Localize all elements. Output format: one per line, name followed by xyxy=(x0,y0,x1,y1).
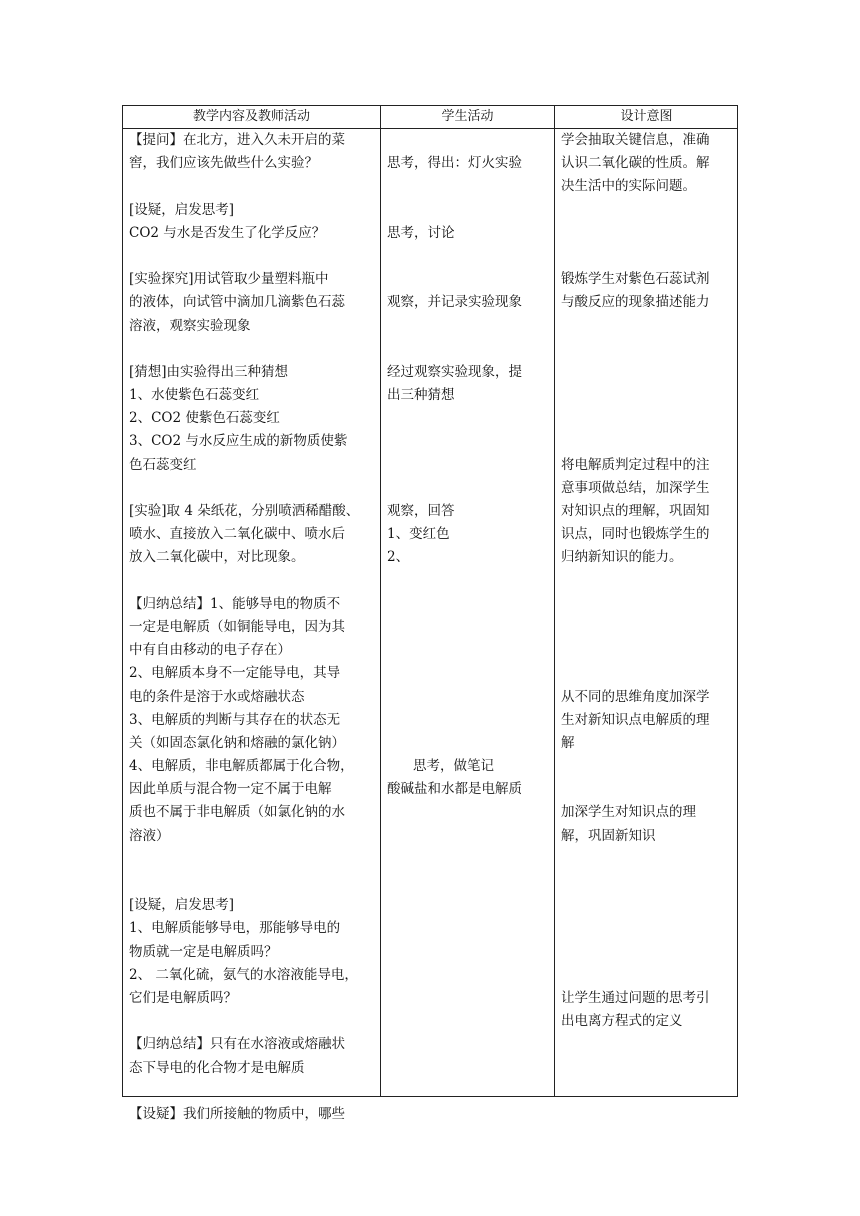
student-text: 出三种猜想 xyxy=(387,387,455,404)
teacher-text: [猜想]由实验得出三种猜想 xyxy=(129,363,289,380)
design-text: 让学生通过问题的思考引 xyxy=(561,989,710,1006)
student-text: 1、变红色 xyxy=(387,526,450,543)
design-text: 将电解质判定过程中的注 xyxy=(561,456,710,473)
teacher-text: 电的条件是溶于水或熔融状态 xyxy=(129,688,305,705)
teacher-text: 放入二氧化碳中，对比现象。 xyxy=(129,549,305,566)
design-text: 决生活中的实际问题。 xyxy=(561,178,696,195)
teacher-text: 色石蕊变红 xyxy=(129,456,197,473)
design-text: 出电离方程式的定义 xyxy=(561,1013,683,1030)
column-divider xyxy=(554,106,555,1096)
student-text: 思考，做笔记 xyxy=(413,758,494,775)
design-text: 意事项做总结，加深学生 xyxy=(561,479,710,496)
teacher-text: 溶液） xyxy=(129,827,170,844)
teacher-text: 2、电解质本身不一定能导电，其导 xyxy=(129,665,341,682)
teacher-text: [实验探究]用试管取少量塑料瓶中 xyxy=(129,271,329,288)
teacher-text: 1、水使紫色石蕊变红 xyxy=(129,387,260,404)
teacher-text: 的液体，向试管中滴加几滴紫色石蕊 xyxy=(129,294,345,311)
design-text: 学会抽取关键信息，准确 xyxy=(561,132,710,148)
student-activity-column xyxy=(387,129,547,801)
design-text: 从不同的思维角度加深学 xyxy=(561,688,710,705)
teacher-text: 【设疑】我们所接触的物质中，哪些 xyxy=(129,1105,345,1122)
student-text: 观察，并记录实验现象 xyxy=(387,294,522,311)
teacher-text: 1、电解质能够导电，那能够导电的 xyxy=(129,920,341,937)
teacher-text: 3、CO2 与水反应生成的新物质使紫 xyxy=(129,433,348,450)
teacher-text: 质也不属于非电解质（如氯化钠的水 xyxy=(129,804,345,821)
teacher-text: 物质就一定是电解质吗？ xyxy=(129,943,278,960)
column-divider xyxy=(380,106,381,1096)
student-text: 思考，得出：灯火实验 xyxy=(387,155,522,172)
header-teacher-activity: 教学内容及教师活动 xyxy=(192,109,310,124)
lesson-plan-table xyxy=(122,105,738,1122)
teacher-text: 关（如固态氯化钠和熔融的氯化钠） xyxy=(129,734,345,751)
teacher-text: 2、 二氧化硫，氨气的水溶液能导电， xyxy=(129,966,358,983)
teacher-text: 喷水、直接放入二氧化碳中、喷水后 xyxy=(129,526,345,543)
teacher-text: [设疑，启发思考] xyxy=(129,897,235,914)
teacher-text: 一定是电解质（如铜能导电，因为其 xyxy=(129,618,345,635)
header-student-activity: 学生活动 xyxy=(441,109,494,124)
teacher-text: 中有自由移动的电子存在） xyxy=(129,642,291,659)
header-design-intent: 设计意图 xyxy=(620,109,673,124)
student-text: 2、 xyxy=(387,549,410,566)
teacher-text: 【归纳总结】只有在水溶液或熔融状 xyxy=(129,1036,345,1053)
teacher-text: [设疑，启发思考] xyxy=(129,201,235,218)
student-text: 经过观察实验现象，提 xyxy=(387,363,522,380)
design-text: 归纳新知识的能力。 xyxy=(561,549,683,566)
design-text: 加深学生对知识点的理 xyxy=(561,804,696,821)
teacher-text: 态下导电的化合物才是电解质 xyxy=(129,1059,305,1076)
teacher-text: 因此单质与混合物一定不属于电解 xyxy=(129,781,332,798)
design-text: 与酸反应的现象描述能力 xyxy=(561,294,710,311)
student-text: 酸碱盐和水都是电解质 xyxy=(387,781,522,798)
teacher-text: [实验]取 4 朵纸花，分别喷洒稀醋酸、 xyxy=(129,503,360,519)
student-text: 观察，回答 xyxy=(387,503,455,519)
teacher-activity-column xyxy=(129,129,375,1126)
design-text: 认识二氧化碳的性质。解 xyxy=(561,155,710,172)
design-text: 解 xyxy=(561,734,575,751)
design-text: 识点，同时也锻炼学生的 xyxy=(561,526,710,543)
design-text: 锻炼学生对紫色石蕊试剂 xyxy=(561,271,710,288)
teacher-text: 它们是电解质吗？ xyxy=(129,989,237,1006)
teacher-text: 【提问】在北方，进入久未开启的菜 xyxy=(129,132,345,148)
teacher-text: 2、CO2 使紫色石蕊变红 xyxy=(129,410,280,427)
design-text: 对知识点的理解，巩固知 xyxy=(561,503,710,519)
teacher-text: 溶液，观察实验现象 xyxy=(129,317,251,334)
design-text: 解，巩固新知识 xyxy=(561,827,656,844)
design-intent-column xyxy=(561,129,733,1033)
student-text: 思考，讨论 xyxy=(387,224,455,241)
teacher-text: 4、电解质，非电解质都属于化合物， xyxy=(129,758,354,775)
teacher-text: 【归纳总结】1、能够导电的物质不 xyxy=(129,595,341,612)
design-text: 生对新知识点电解质的理 xyxy=(561,711,710,728)
teacher-text: 3、电解质的判断与其存在的状态无 xyxy=(129,711,341,728)
teacher-text: 窖，我们应该先做些什么实验？ xyxy=(129,155,318,172)
teacher-text: CO2 与水是否发生了化学反应？ xyxy=(129,224,326,241)
